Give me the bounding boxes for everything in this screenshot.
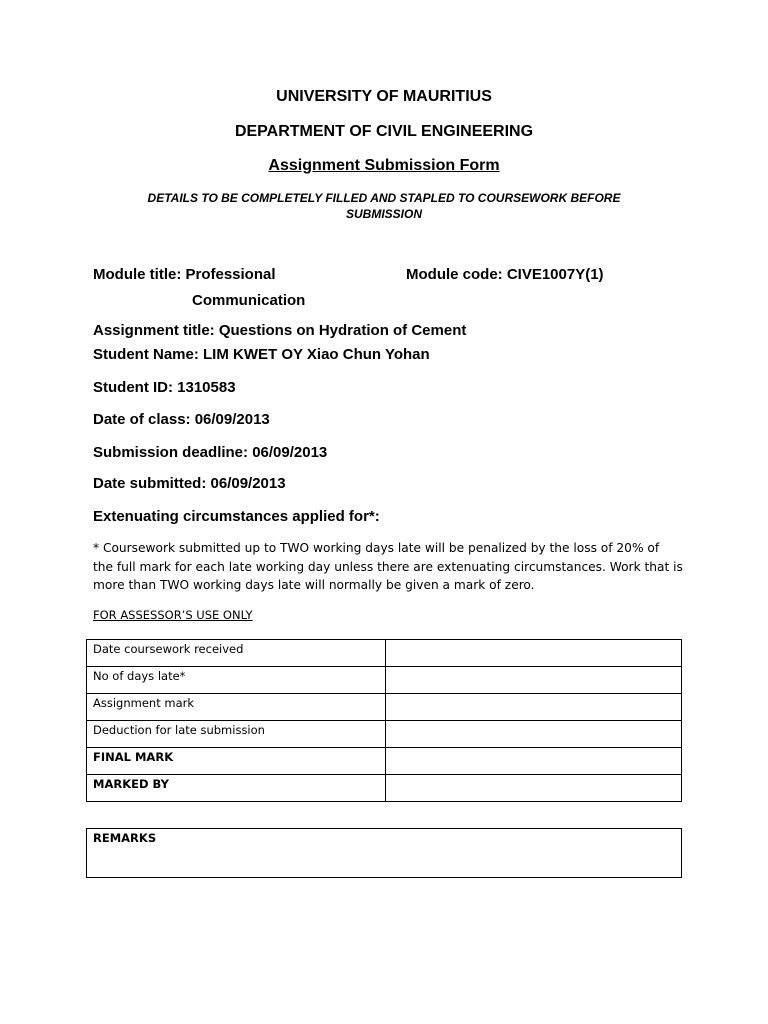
remarks-box[interactable] [86,828,682,878]
table-row [87,694,682,721]
module-code: Module code: CIVE1007Y(1) [406,266,604,283]
row-value[interactable] [386,694,682,721]
instructions-line-1: DETAILS TO BE COMPLETELY FILLED AND STAPLED TO COURSEWORK BEFORE [147,191,621,205]
table-row [87,721,682,748]
row-label: No of days late* [87,667,386,694]
assignment-title: Assignment title: Questions on Hydration of Cement [93,322,467,339]
table-row [87,748,682,775]
table-row [87,667,682,694]
table-row [87,775,682,802]
row-value[interactable] [386,748,682,775]
module-title-label: Module title: Professional [93,266,276,283]
row-label: Date coursework received [87,640,386,667]
instructions-line-2: SUBMISSION [345,207,422,221]
university-heading: UNIVERSITY OF MAURITIUS [276,88,492,105]
extenuating-circumstances: Extenuating circumstances applied for*: [93,508,380,525]
row-label: Assignment mark [87,694,386,721]
row-value[interactable] [386,775,682,802]
row-value[interactable] [386,721,682,748]
remarks-label: REMARKS [93,831,157,845]
submission-deadline: Submission deadline: 06/09/2013 [93,444,328,461]
student-id: Student ID: 1310583 [93,379,236,396]
instructions [120,190,648,222]
date-of-class: Date of class: 06/09/2013 [93,411,270,428]
assessor-use-heading: FOR ASSESSOR’S USE ONLY [93,608,253,622]
row-label: Deduction for late submission [87,721,386,748]
student-name: Student Name: LIM KWET OY Xiao Chun Yohan [93,346,430,363]
row-label: MARKED BY [87,775,386,802]
row-label: FINAL MARK [87,748,386,775]
table-row [87,640,682,667]
date-submitted: Date submitted: 06/09/2013 [93,475,286,492]
module-title-continuation: Communication [192,292,306,309]
row-value[interactable] [386,667,682,694]
department-heading: DEPARTMENT OF CIVIL ENGINEERING [234,123,534,140]
row-value[interactable] [386,640,682,667]
form-title: Assignment Submission Form [268,157,500,174]
late-submission-note: * Coursework submitted up to TWO working days late will be penalized by the loss of 20% of the full mark for each late working day unless there are extenuating circumstances. Work that is more than TWO working days late will normally be given a mark of zero. [93,541,683,592]
assessor-table [86,639,682,802]
